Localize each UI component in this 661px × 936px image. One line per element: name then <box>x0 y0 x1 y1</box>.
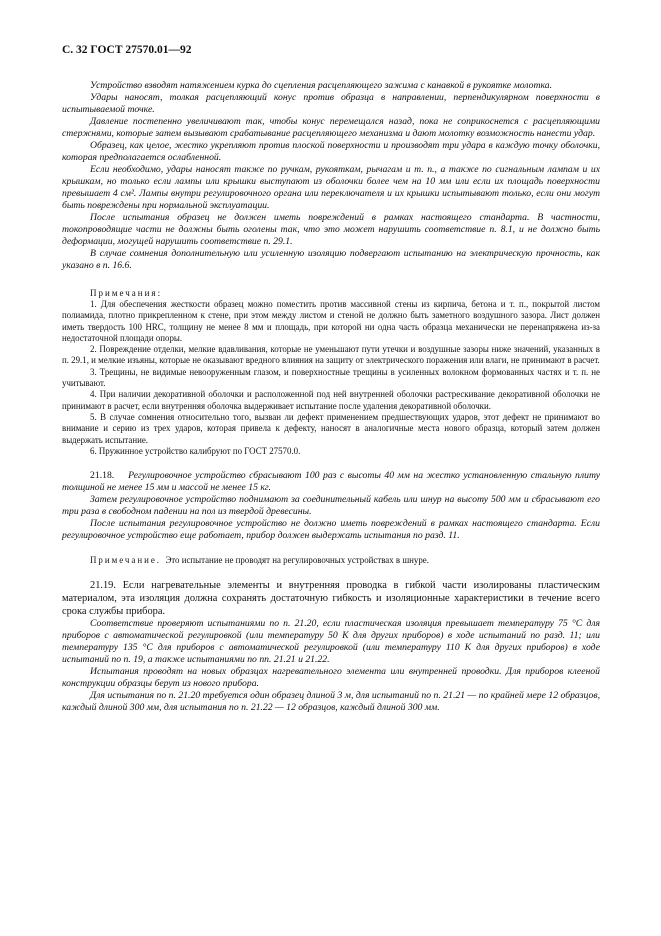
paragraph: В случае сомнения дополнительную или усиленную изоляцию подвергают испытанию на электрическую прочность, как указано в п. 16.6. <box>62 248 600 271</box>
page-header: С. 32 ГОСТ 27570.01—92 <box>62 44 192 56</box>
note-item: 5. В случае сомнения относительно того, вызван ли дефект применением предшествующих ударов, этот дефект не принимают во внимание и серию из трех ударов, которая привела к дефекту, наносят в аналогичные места нового образца, который затем должен выдержать испытание. <box>62 411 600 445</box>
note-item: 6. Пружинное устройство калибруют по ГОСТ 27570.0. <box>90 445 301 456</box>
paragraph: Удары наносят, толкая расцепляющий конус против образца в направлении, перпендикулярном поверхности в испытываемой точке. <box>62 92 600 115</box>
note-item: 2. Повреждение отделки, мелкие вдавливания, которые не уменьшают пути утечки и воздушные зазоры ниже значений, указанных в п. 29.1, и мелкие изъяны, которые не оказывают вредного влияния на защиту от электрического поражения или влаги, не принимают в расчет. <box>62 344 600 366</box>
paragraph: Затем регулировочное устройство поднимают за соединительный кабель или шнур на высоту 500 мм и сбрасывают его три раза в свободном падении на пол из твердой древесины. <box>62 494 600 518</box>
paragraph: Соответствие проверяют испытаниями по п. 21.20, если пластическая изоляция превышает температуру 75 °С для приборов с автоматической регулировкой (или температуру 50 К для других приборов) в ходе испытаний по разд. 11; или температуру 135 °С для приборов с автоматической регулировкой (или температуру 110 К для других приборов) в ходе испытаний по п. 19, а также испытаниями по пп. 21.21 и 21.22. <box>62 618 600 666</box>
note-item: 3. Трещины, не видимые невооруженным глазом, и поверхностные трещины в усиленных волокном формованных частях и т. п. не учитывают. <box>62 366 600 389</box>
paragraph: После испытания регулировочное устройство не должно иметь повреждений в рамках настоящего стандарта. Если регулировочное устройство еще работает, прибор должен выдержать испытания по разд. 11. <box>62 518 600 542</box>
notes-heading: Примечания: <box>90 288 163 298</box>
paragraph: Испытания проводят на новых образцах нагревательного элемента или внутренней проводки. Для приборов клееной конструкции образцы берут из нового прибора. <box>62 666 600 690</box>
clause-number: 21.18. <box>90 470 115 482</box>
note-item: 4. При наличии декоративной оболочки и расположенной под ней внутренней оболочки растрескивание декоративной оболочки не принимают в расчет, если внутренняя оболочка выдерживает испытание после удаления декоративной оболочки. <box>62 389 600 411</box>
clause-21-18 <box>62 470 600 542</box>
paragraph: Образец, как целое, жестко укрепляют против плоской поверхности и производят три удара в каждую точку оболочки, которая предполагается ослабленной. <box>62 140 600 163</box>
paragraph: Устройство взводят натяжением курка до сцепления расцепляющего зажима с канавкой в рукоятке молотка. <box>90 80 553 91</box>
note-item: 1. Для обеспечения жесткости образец можно поместить против массивной стены из кирпича, бетона и т. п., покрытой листом полиамида, плотно прикрепленном к стене, при этом между листом и стеной не должно быть заметного воздушного зазора. Лист должен иметь твердость 100 HRC, толщину не менее 8 мм и площадь, при которой ни одна часть образца механически не перенапряжена из-за недостаточной площади опоры. <box>62 299 600 343</box>
clause-paragraph: 21.19. Если нагревательные элементы и внутренняя проводка в гибкой части изолированы пластическим материалом, эта изоляция должна сохранять достаточную гибкость и изоляционные характеристики в течение всего срока службы прибора. <box>62 580 600 618</box>
clause-paragraph <box>62 470 600 494</box>
note-single <box>62 555 600 566</box>
note-text: Это испытание не проводят на регулировочных устройствах в шнуре. <box>165 555 429 566</box>
paragraph: Если необходимо, удары наносят также по ручкам, рукояткам, рычагам и т. п., а также по сигнальным лампам и их крышкам, но только если лампы или крышки выступают из оболочки более чем на 10 мм или если их площадь поверхности превышает 4 см². Лампы внутри регулировочного органа или переключателя и их крышки испытывают только, если они могут быть повреждены при нормальной эксплуатации. <box>62 164 600 211</box>
paragraph: Давление постепенно увеличивают так, чтобы конус перемещался назад, пока не соприкоснется с расцепляющими стержнями, которые затем вызывают срабатывание расцепляющего механизма и дают молотку возможность нанести удар. <box>62 116 600 139</box>
document-page <box>62 44 600 714</box>
notes-list <box>62 299 600 457</box>
clause-text: Регулировочное устройство сбрасывают 100 раз с высоты 40 мм на жестко установленную стальную плиту толщиной не менее 15 мм и массой не менее 15 кг. <box>62 470 600 494</box>
note-label: Примечание. <box>90 555 161 566</box>
paragraph: Для испытания по п. 21.20 требуется один образец длиной 3 м, для испытаний по п. 21.21 — по крайней мере 12 образцов, каждый длиной 300 мм, для испытания по п. 21.22 — 12 образцов, каждый длиной 300 мм. <box>62 690 600 714</box>
paragraph: После испытания образец не должен иметь повреждений в рамках настоящего стандарта. В частности, токопроводящие части не должны быть оголены так, что это может нарушить соответствие п. 8.1, и не должно быть деформации, могущей нарушить соответствие п. 29.1. <box>62 212 600 247</box>
clause-21-19 <box>62 579 600 714</box>
section-impact-test <box>62 80 600 272</box>
